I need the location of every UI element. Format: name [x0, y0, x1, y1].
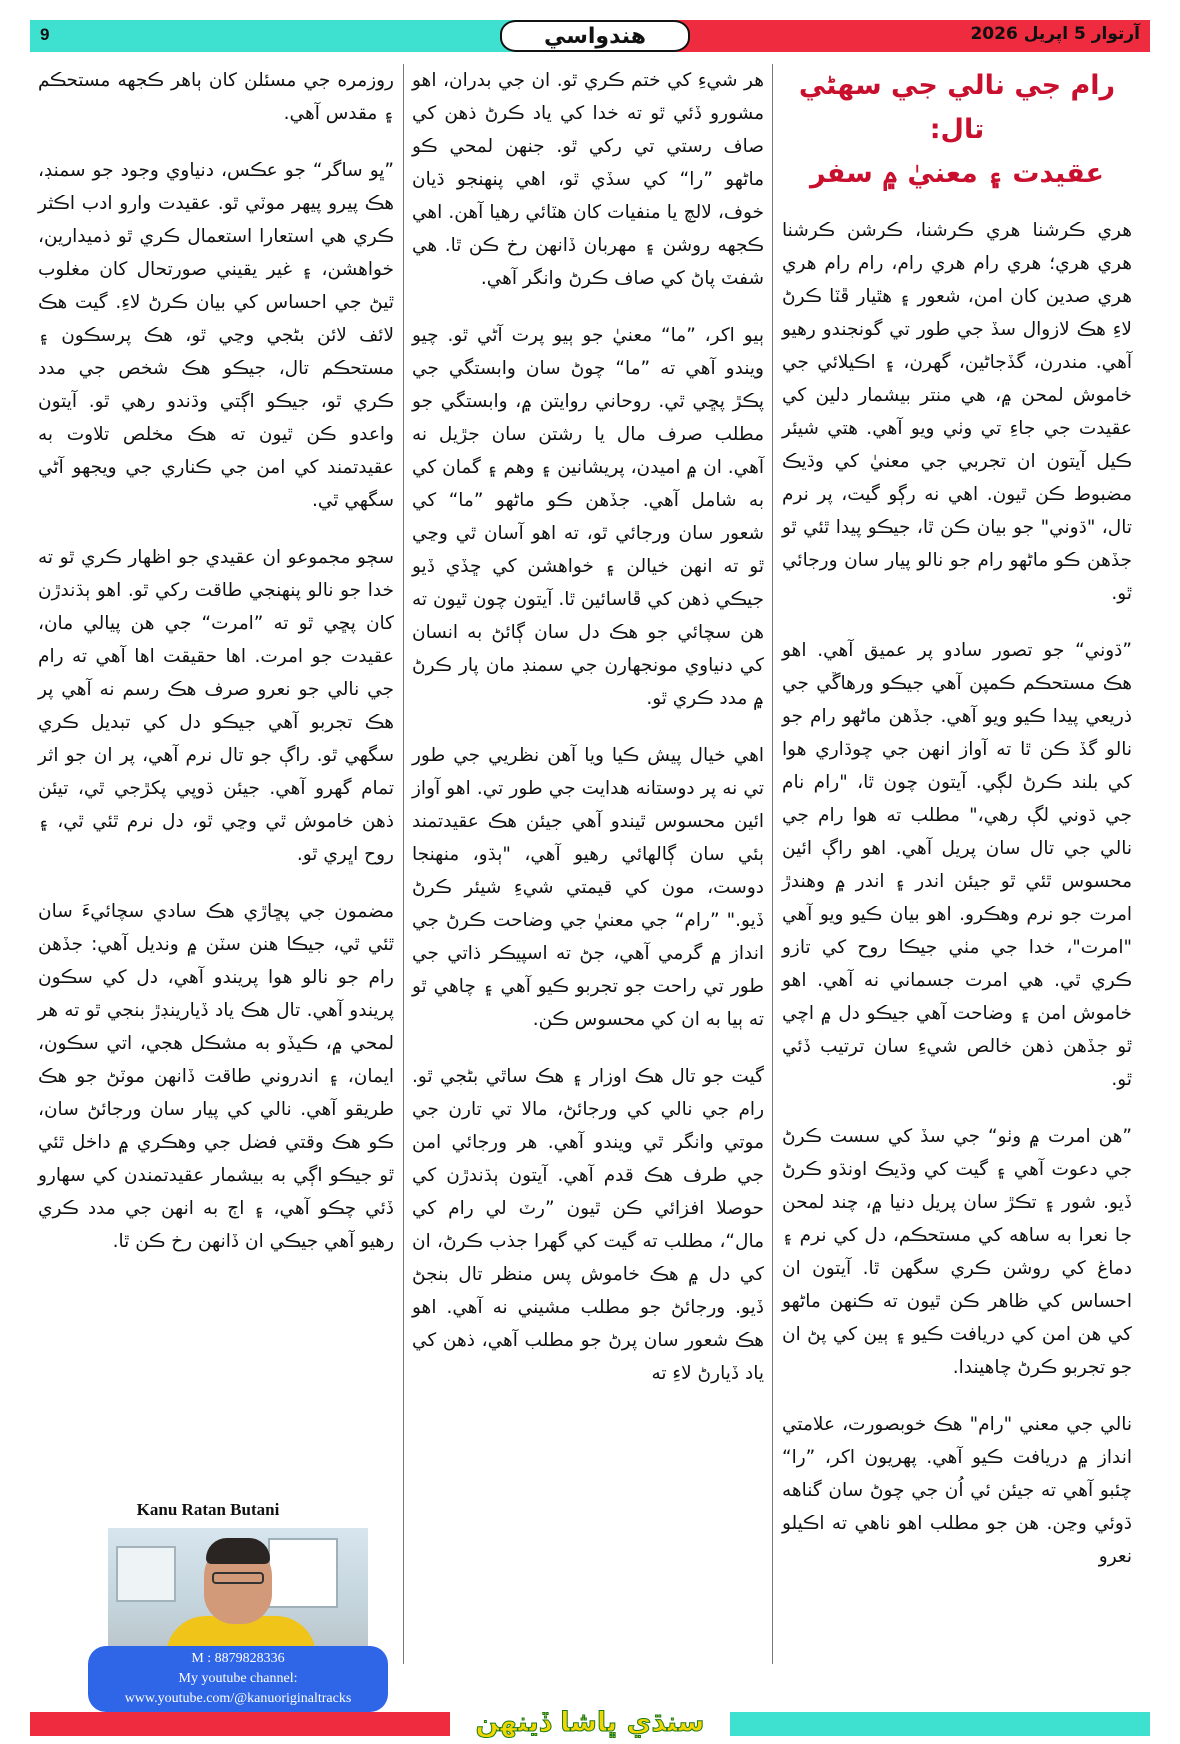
footer-red-band: [30, 1712, 450, 1736]
article-column-left: [38, 64, 394, 1282]
paragraph: مضمون جي پڇاڙي هڪ سادي سچائيءَ سان ٿئي ٿي، جيڪا هنن سٽن ۾ ونديل آهي: جڏهن رام جو نالو هوا پريندو آهي، دل کي سڪون پريندو آهي. تال هڪ ياد ڏيارينڊڙ بنجي ٿو ته هر لمحي ۾، ڪيڏو به مشڪل هجي، اتي سڪون، ايمان، ۽ اندروني طاقت ڏانهن موٽڻ جو هڪ طريقو آهي. نالي کي پيار سان ورجائڻ سان، ڪو هڪ وقتي فضل جي وهڪري ۾ داخل ٿئي ٿو جيڪو اڳي به بيشمار عقيدتمندن کي سهارو ڏئي چڪو آهي، ۽ اڄ به انهن جي مدد ڪري رهيو آهي جيڪي ان ڏانهن رخ ڪن ٿا.: [38, 901, 394, 1252]
column-divider-right: [772, 64, 773, 1664]
author-channel-label: My youtube channel:: [178, 1671, 298, 1686]
article-column-middle: [412, 64, 764, 1414]
author-channel-url: www.youtube.com/@kanuoriginaltracks: [124, 1691, 352, 1706]
paragraph: روزمره جي مسئلن کان ٻاهر ڪجهه مستحڪم ۽ مقدس آهي.: [38, 70, 394, 124]
masthead: [30, 20, 1150, 52]
author-photo: [108, 1528, 368, 1658]
footer-logo: سنڌي ڀاشا ڏينهن: [475, 1706, 705, 1738]
paragraph: ”ڌوني“ جو تصور سادو پر عميق آهي. اهو هڪ مستحڪم ڪمپن آهي جيڪو ورهاڱي جي ذريعي پيدا ڪيو ويو آهي. جڏهن ماڻهو رام جو نالو گڏ ڪن ٿا ته آواز انهن جي چوڌاري هوا کي بلند ڪرڻ لڳي. آيتون چون ٿا، "رام نام جي ڌوني لڳ رهي،" مطلب ته هوا رام جي نالي جي تال سان پريل آهي. اهو راڳ ائين محسوس ٿئي ٿو جيئن اندر ۽ اندر ۾ وهندڙ امرت جو نرم وهڪرو. اهو بيان ڪيو ويو آهي "امرت"، خدا جي مٺي جيڪا روح کي تازو ڪري ٿي. هي امرت جسماني نه آهي. اهو خاموش امن ۽ وضاحت آهي جيڪو دل ۾ اچي ٿو جڏهن ذهن خالص شيءِ سان ترتيب ڏئي ٿو.: [782, 640, 1132, 1090]
footer: [30, 1706, 1150, 1738]
paragraph: گيت جو تال هڪ اوزار ۽ هڪ ساٿي بڻجي ٿو. رام جي نالي کي ورجائڻ، مالا تي تارن جي موتي وانگر ٿي ويندو آهي. هر ورجائي امن جي طرف هڪ قدم آهي. آيتون ٻڌندڙن کي حوصلا افزائي ڪن ٿيون ”رٽ لي رام کي مال“، مطلب ته گيت کي گهرا جذب ڪرڻ، ان کي دل ۾ هڪ خاموش پس منظر تال بنجڻ ڏيو. ورجائڻ جو مطلب مشيني نه آهي. اهو هڪ شعور سان پرڻ جو مطلب آهي، ذهن کي ياد ڏيارڻ لاءِ ته: [412, 1066, 764, 1384]
photo-glasses: [212, 1572, 264, 1584]
headline-line-1: رام جي نالي جي سهڻي تال:: [798, 70, 1116, 145]
paragraph: ”هن امرت ۾ وٺو“ جي سڏ کي سست ڪرڻ جي دعوت آهي ۽ گيت کي وڌيڪ اونڌو ڪرڻ ڏيو. شور ۽ تڪڙ سان پريل دنيا ۾، چند لمحن جا نعرا به ساهه کي مستحڪم، دل کي نرم ۽ دماغ کي روشن ڪري سگهن ٿا. آيتون ان احساس کي ظاهر ڪن ٿيون ته ڪنهن ماڻهو کي هن امن کي دريافت ڪيو ۽ ٻين کي پڻ ان جو تجربو ڪرڻ چاهيندا.: [782, 1126, 1132, 1378]
paragraph: ”ڀو ساگر“ جو عڪس، دنياوي وجود جو سمنڊ، هڪ پيرو پيهر موٽي ٿو. عقيدت وارو ادب اڪثر ڪري هي استعارا استعمال ڪري ٿو ذميدارين، خواهشن، ۽ غير يقيني صورتحال کان مغلوب ٿيڻ جي احساس کي بيان ڪرڻ لاءِ. گيت هڪ لائف لائن بڻجي وڃي ٿو، هڪ پرسڪون ۽ مستحڪم تال، جيڪو هڪ شخص جي مدد ڪري ٿو، جيڪو اڳتي وڌندو رهي ٿو. آيتون واعدو ڪن ٿيون ته هڪ مخلص تلاوت به عقيدتمند کي امن جي ڪناري جي ويجهو آڻي سگهي ٿي.: [38, 160, 394, 511]
photo-hair: [206, 1538, 270, 1564]
issue-date: آرتوار 5 اپريل 2026: [970, 24, 1140, 44]
article-column-right: [782, 64, 1132, 1597]
photo-background-frame: [268, 1538, 338, 1608]
headline-line-2: عقيدت ۽ معنيٰ ۾ سفر: [810, 158, 1104, 189]
photo-background-frame: [116, 1546, 176, 1602]
footer-cyan-band: [730, 1712, 1150, 1736]
author-contact-box: [88, 1646, 388, 1712]
paragraph: ٻيو اکر، ”ما“ معنيٰ جو ٻيو پرت آڻي ٿو. چيو ويندو آهي ته ”ما“ چوڻ سان وابستگي جي پڪڙ پڇي ٿي. روحاني روايتن ۾، وابستگي جو مطلب صرف مال يا رشتن سان جڙيل نه آهي. ان ۾ اميدن، پريشانين ۽ وهم ۽ گمان کي به شامل آهي. جڏهن ڪو ماڻهو ”ما“ کي شعور سان ورجائي ٿو، ته اهو آسان ٿي وڃي ٿو ته انهن خيالن ۽ خواهشن کي ڇڏي ڏيو جيڪي ذهن کي ڦاسائين ٿا. آيتون چون ٿيون ته هن سچائي جو هڪ دل سان ڳائڻ به انسان کي دنياوي مونجهارن جي سمنڊ مان پار ڪرڻ ۾ مدد ڪري ٿو.: [412, 325, 764, 709]
column-divider-left: [403, 64, 404, 1664]
paragraph: هر شيءِ کي ختم ڪري ٿو. ان جي بدران، اهو مشورو ڏئي ٿو ته خدا کي ياد ڪرڻ ذهن کي صاف رستي تي رکي ٿو. جنهن لمحي ڪو ماڻهو ”را“ کي سڏي ٿو، اهي پنهنجو ڌيان خوف، لالچ يا منفيات کان هٽائي رهيا آهن. اهي ڪجهه روشن ۽ مهربان ڏانهن رخ ڪن ٿا. هي شفٽ پاڻ کي صاف ڪرڻ وانگر آهي.: [412, 70, 764, 289]
newspaper-logo: هندواسي: [500, 20, 690, 52]
masthead-cyan-band: [30, 20, 550, 52]
paragraph: هري ڪرشنا هري ڪرشنا، ڪرشن ڪرشنا هري هري؛ هري رام هري رام، رام رام هري هري صدين کان امن، شعور ۽ هٿيار ڦٽا ڪرڻ لاءِ هڪ لازوال سڏ جي طور تي گونجندو رهيو آهي. مندرن، گڏجاڻين، گهرن، ۽ اڪيلائي جي خاموش لمحن ۾، هي منتر بيشمار دلين کي عقيدت جي جاءِ تي وٺي ويو آهي. هتي شيئر ڪيل آيتون ان تجربي جي معنيٰ کي وڌيڪ مضبوط ڪن ٿيون. اهي نه رڳو گيت، پر نرم تال، "ڌوني" جو بيان ڪن ٿا، جيڪو پيدا ٿئي ٿو جڏهن ڪو ماڻهو رام جو نالو پيار سان ورجائي ٿو.: [782, 220, 1132, 604]
paragraph: اهي خيال پيش ڪيا ويا آهن نظريي جي طور تي نه پر دوستانه هدايت جي طور تي. اهو آواز ائين محسوس ٿيندو آهي جيئن هڪ عقيدتمند ٻئي سان ڳالهائي رهيو آهي، "ٻڌو، منهنجا دوست، مون کي قيمتي شيءِ شيئر ڪرڻ ڏيو." ”رام“ جي معنيٰ جي وضاحت ڪرڻ جي انداز ۾ گرمي آهي، جڻ ته اسپيڪر ذاتي جي طور تي راحت جو تجربو ڪيو آهي ۽ چاهي ٿو ته ٻيا به ان کي محسوس ڪن.: [412, 745, 764, 1030]
paragraph: نالي جي معني "رام" هڪ خوبصورت، علامتي انداز ۾ دريافت ڪيو آهي. پهريون اکر، ”را“ چئبو آهي ته جيئن ئي اُن جي چوڻ سان گناهه ڌوئي وڃن. هن جو مطلب اهو ناهي ته اڪيلو نعرو: [782, 1414, 1132, 1567]
page-number: 9: [40, 25, 50, 44]
article-headline: [782, 64, 1132, 196]
paragraph: سڄو مجموعو ان عقيدي جو اظهار ڪري ٿو ته خدا جو نالو پنهنجي طاقت رکي ٿو. اهو ٻڌندڙن کان پڇي ٿو ته ”امرت“ جي هن پيالي مان، عقيدت جو امرت. اها حقيقت اها آهي ته رام جي نالي جو نعرو صرف هڪ رسم نه آهي پر هڪ تجربو آهي جيڪو دل کي تبديل ڪري سگهي ٿو. راڳ جو تال نرم آهي، پر ان جو اثر تمام گهرو آهي. جيئن ڌوپي پکڙجي ٿي، تيئن ذهن خاموش ٿي وڃي ٿو، دل نرم ٿئي ٿي، ۽ روح اڀري ٿو.: [38, 547, 394, 865]
author-phone: M : 8879828336: [191, 1651, 285, 1666]
author-name: Kanu Ratan Butani: [136, 1500, 280, 1519]
